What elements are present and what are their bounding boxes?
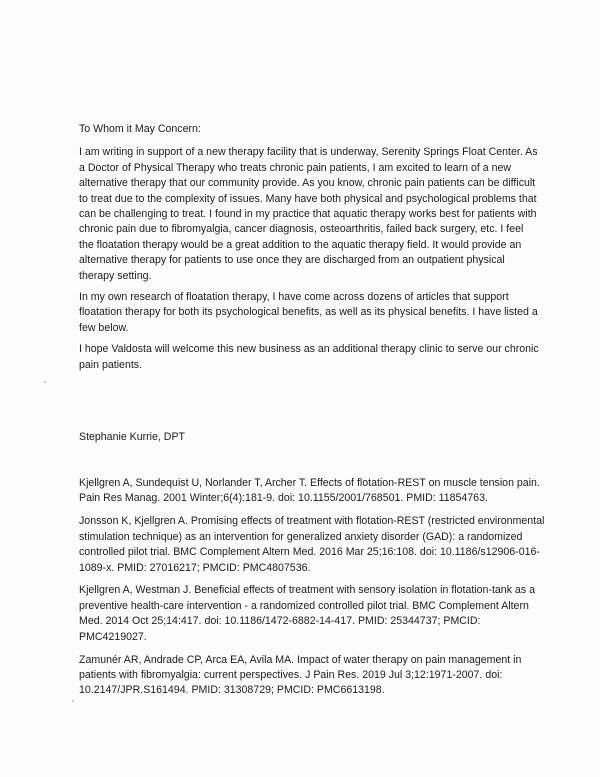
paragraph-research: In my own research of floatation therapy, I have come across dozens of articles that support floatation therapy for both its psychological benefits, as well as its physical benefits. I have listed a few below. <box>79 291 538 334</box>
reference-item: Kjellgren A, Westman J. Beneficial effects of treatment with sensory isolation in flotation-tank as a preventive health-care intervention - a randomized controlled pilot trial. BMC Complement Altern Med. 2014 Oct 25;14:417. doi: 10.1186/1472-6882-14-417. PMID: 25344737; PMCID: PMC4219027. <box>79 584 535 643</box>
reference-item: Kjellgren A, Sundequist U, Norlander T, Archer T. Effects of flotation-REST on muscle tension pain. Pain Res Manag. 2001 Winter;6(4):181-9. doi: 10.1155/2001/768501. PMID: 11854763. <box>79 477 540 505</box>
scan-speck <box>72 700 74 702</box>
reference-item: Zamunér AR, Andrade CP, Arca EA, Avila MA. Impact of water therapy on pain management in patients with fibromyalgia: current perspectives. J Pain Res. 2019 Jul 3;12:1971-2007. doi: 10.2147/JPR.S161494. PMID: 31308729; PMCID: PMC6613198. <box>79 653 522 697</box>
references-list <box>79 476 549 706</box>
paragraph-support: I am writing in support of a new therapy facility that is underway, Serenity Springs Float Center. As a Doctor of Physical Therapy who treats chronic pain patients, I am excited to learn of a new alternative therapy that our community provide. As you know, chronic pain patients can be difficult to treat due to the complexity of issues. Many have both physical and psychological problems that can be challenging to treat. I found in my practice that aquatic therapy works best for patients with chronic pain due to fibromyalgia, cancer diagnosis, osteoarthritis, failed back surgery, etc. I feel the floatation therapy would be a great addition to the aquatic therapy field. It would provide an alternative therapy for patients to use once they are discharged from an outpatient physical therapy setting. <box>79 146 538 282</box>
reference-item: Jonsson K, Kjellgren A. Promising effects of treatment with flotation-REST (restricted environmental stimulation technique) as an intervention for generalized anxiety disorder (GAD): a randomized controlled pilot trial. BMC Complement Altern Med. 2016 Mar 25;16:108. doi: 10.1186/s12906-016-1089-x. PMID: 27016217; PMCID: PMC4807536. <box>79 515 545 574</box>
salutation: To Whom it May Concern: <box>79 123 201 135</box>
paragraph-closing: I hope Valdosta will welcome this new business as an additional therapy clinic to serve our chronic pain patients. <box>79 343 539 371</box>
scan-speck <box>44 381 46 383</box>
letter-body <box>79 122 541 379</box>
signature: Stephanie Kurrie, DPT <box>79 431 185 443</box>
